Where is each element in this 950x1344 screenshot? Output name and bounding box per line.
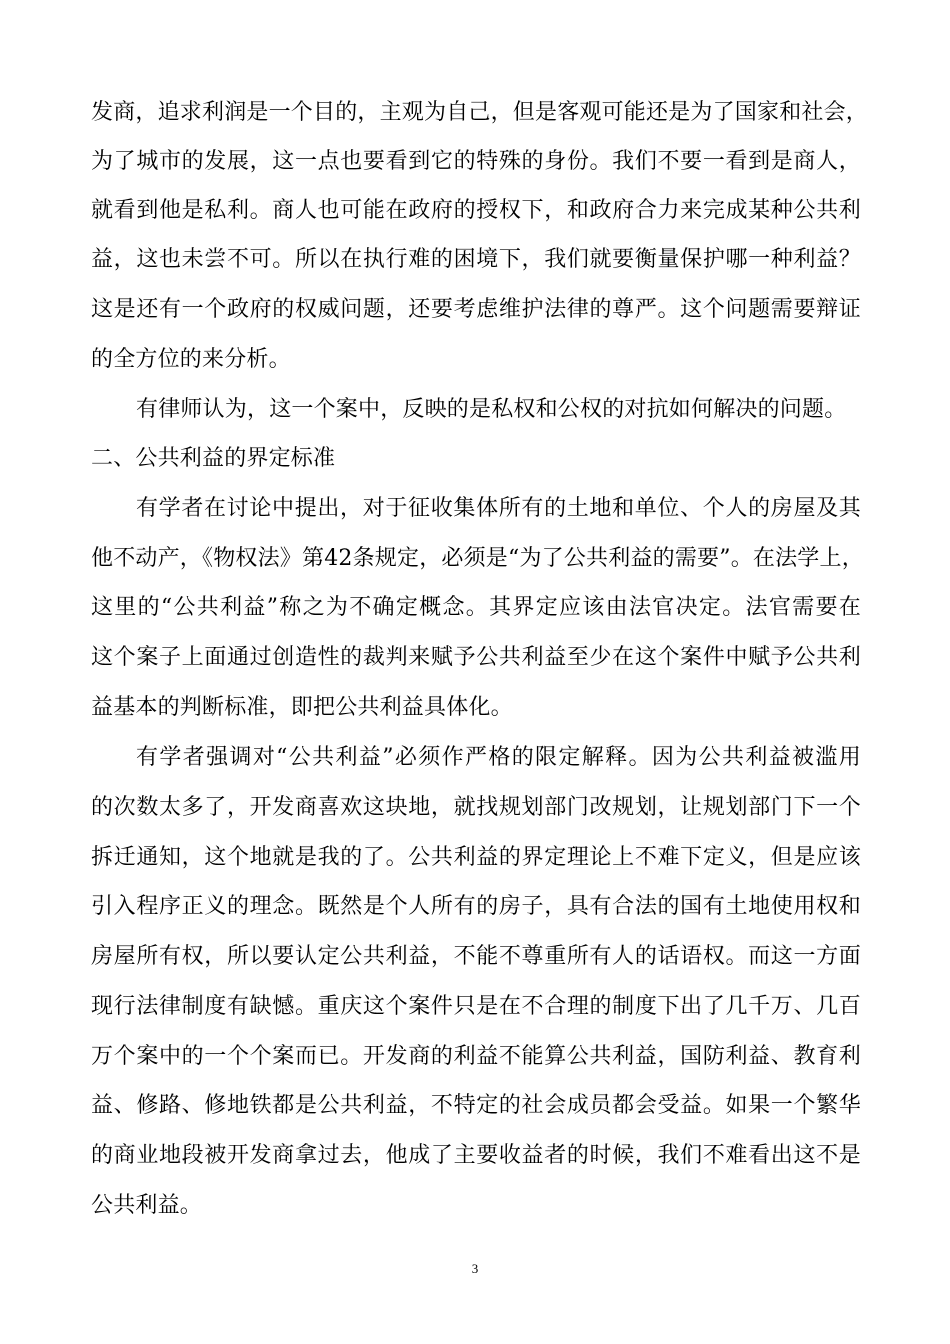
text-line: 他不动产，《物权法》第42条规定，必须是“为了公共利益的需要”。在法学上， bbox=[91, 546, 864, 571]
text-line: 万个案中的一个个案而已。开发商的利益不能算公共利益，国防利益、教育利 bbox=[91, 1044, 861, 1069]
section-heading: 二、公共利益的界定标准 bbox=[91, 446, 336, 471]
page-number: 3 bbox=[471, 1261, 479, 1276]
paragraph-first-line: 有学者在讨论中提出，对于征收集体所有的土地和单位、个人的房屋及其 bbox=[136, 496, 861, 521]
paragraph-first-line: 有律师认为，这一个案中，反映的是私权和公权的对抗如何解决的问题。 bbox=[136, 397, 847, 422]
text-line: 这是还有一个政府的权威问题，还要考虑维护法律的尊严。这个问题需要辩证 bbox=[91, 297, 861, 322]
text-line: 就看到他是私利。商人也可能在政府的授权下，和政府合力来完成某种公共利 bbox=[91, 198, 861, 223]
text-line: 公共利益。 bbox=[91, 1193, 203, 1218]
text-line: 为了城市的发展，这一点也要看到它的特殊的身份。我们不要一看到是商人， bbox=[91, 149, 861, 174]
text-line: 益、修路、修地铁都是公共利益，不特定的社会成员都会受益。如果一个繁华 bbox=[91, 1093, 861, 1118]
text-line: 拆迁通知，这个地就是我的了。公共利益的界定理论上不难下定义，但是应该 bbox=[91, 845, 861, 870]
paragraph-first-line: 有学者强调对“公共利益”必须作严格的限定解释。因为公共利益被滥用 bbox=[136, 745, 861, 770]
text-line: 引入程序正义的理念。既然是个人所有的房子，具有合法的国有土地使用权和 bbox=[91, 894, 861, 919]
text-line: 现行法律制度有缺憾。重庆这个案件只是在不合理的制度下出了几千万、几百 bbox=[91, 994, 861, 1019]
text-line: 这里的“公共利益”称之为不确定概念。其界定应该由法官决定。法官需要在 bbox=[91, 595, 861, 620]
text-line: 房屋所有权，所以要认定公共利益，不能不尊重所有人的话语权。而这一方面 bbox=[91, 944, 861, 969]
text-line: 的商业地段被开发商拿过去，他成了主要收益者的时候，我们不难看出这不是 bbox=[91, 1143, 861, 1168]
text-line: 益基本的判断标准，即把公共利益具体化。 bbox=[91, 695, 513, 720]
text-line: 益，这也未尝不可。所以在执行难的困境下，我们就要衡量保护哪一种利益？ bbox=[91, 247, 861, 272]
text-line: 的次数太多了，开发商喜欢这块地，就找规划部门改规划，让规划部门下一个 bbox=[91, 795, 861, 820]
text-line: 发商，追求利润是一个目的，主观为自己，但是客观可能还是为了国家和社会， bbox=[91, 100, 869, 125]
text-line: 这个案子上面通过创造性的裁判来赋予公共利益至少在这个案件中赋予公共利 bbox=[91, 645, 861, 670]
text-line: 的全方位的来分析。 bbox=[91, 347, 291, 372]
